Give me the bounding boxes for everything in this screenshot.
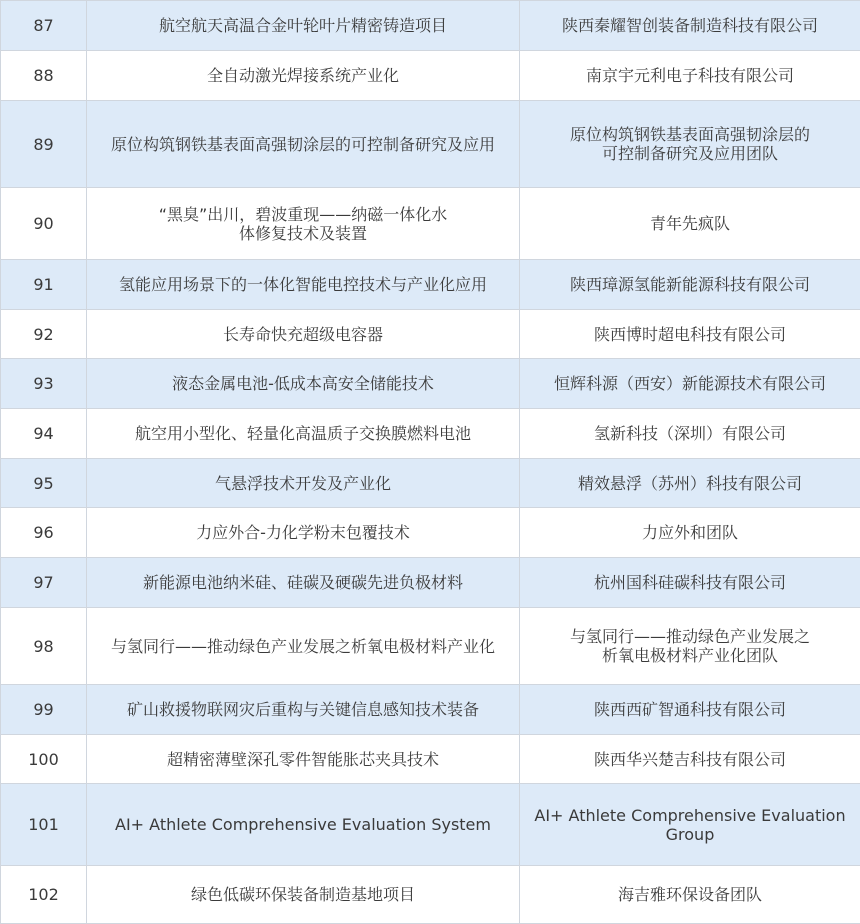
- organization-cell: [520, 359, 860, 409]
- organization-line: AI+ Athlete Comprehensive Evaluation: [534, 805, 846, 825]
- organization-line: 精效悬浮（苏州）科技有限公司: [577, 473, 802, 493]
- project-name-line: 航空航天高温合金叶轮叶片精密铸造项目: [158, 16, 447, 35]
- table-row: [1, 310, 860, 359]
- project-name-cell: [87, 1, 520, 51]
- project-name-line: “黑臭”出川，碧波重现——纳磁一体化水: [158, 204, 448, 224]
- table-row: [1, 101, 860, 188]
- organization-cell: [520, 685, 860, 735]
- table-row: [1, 608, 860, 685]
- row-number: 96: [1, 508, 87, 558]
- table-row: [1, 459, 860, 508]
- organization-cell: [520, 51, 860, 101]
- organization-line: 海吉雅环保设备团队: [617, 885, 762, 904]
- project-name-cell: [87, 101, 520, 188]
- project-name-line: 矿山救援物联网灾后重构与关键信息感知技术装备: [126, 700, 479, 719]
- project-name-cell: [87, 508, 520, 558]
- organization-cell: [520, 409, 860, 459]
- organization-line: 青年先疯队: [649, 214, 730, 233]
- table-row: [1, 784, 860, 866]
- row-number: 94: [1, 409, 87, 459]
- project-name-line: 原位构筑钢铁基表面高强韧涂层的可控制备研究及应用: [110, 134, 495, 154]
- project-name-cell: [87, 866, 520, 924]
- project-name-line: 液态金属电池-低成本高安全储能技术: [172, 374, 434, 393]
- row-number: 88: [1, 51, 87, 101]
- row-number: 89: [1, 101, 87, 188]
- project-name-cell: [87, 558, 520, 608]
- organization-cell: [520, 101, 860, 188]
- organization-cell: [520, 558, 860, 608]
- project-name-line: 气悬浮技术开发及产业化: [214, 473, 391, 493]
- organization-cell: [520, 459, 860, 508]
- project-name-line: 全自动激光焊接系统产业化: [206, 66, 399, 85]
- row-number: 90: [1, 188, 87, 260]
- row-number: 87: [1, 1, 87, 51]
- organization-line: 陕西秦耀智创装备制造科技有限公司: [561, 16, 818, 35]
- project-name-cell: [87, 409, 520, 459]
- row-number: 102: [1, 866, 87, 924]
- table-row: [1, 508, 860, 558]
- project-name-line: AI+ Athlete Comprehensive Evaluation System: [115, 815, 491, 834]
- organization-line: 力应外和团队: [641, 523, 738, 542]
- organization-line: 与氢同行——推动绿色产业发展之: [569, 627, 810, 646]
- table-row: [1, 260, 860, 310]
- row-number: 93: [1, 359, 87, 409]
- organization-cell: [520, 608, 860, 685]
- table-row: [1, 359, 860, 409]
- organization-cell: [520, 260, 860, 310]
- project-name-line: 与氢同行——推动绿色产业发展之析氧电极材料产业化: [110, 636, 495, 656]
- project-name-cell: [87, 459, 520, 508]
- row-number: 98: [1, 608, 87, 685]
- organization-line: 原位构筑钢铁基表面高强韧涂层的: [569, 125, 810, 144]
- project-name-line: 体修复技术及装置: [238, 223, 367, 243]
- project-table-body: [1, 1, 860, 924]
- project-name-cell: [87, 310, 520, 359]
- table-row: [1, 685, 860, 735]
- organization-cell: [520, 784, 860, 866]
- project-name-cell: [87, 608, 520, 685]
- organization-line: 氢新科技（深圳）有限公司: [593, 424, 786, 443]
- row-number: 100: [1, 735, 87, 784]
- organization-line: 析氧电极材料产业化团队: [601, 646, 778, 665]
- table-row: [1, 866, 860, 924]
- project-name-line: 氢能应用场景下的一体化智能电控技术与产业化应用: [118, 275, 487, 294]
- project-name-cell: [87, 359, 520, 409]
- organization-line: 杭州国科硅碳科技有限公司: [593, 573, 786, 592]
- project-name-line: 航空用小型化、轻量化高温质子交换膜燃料电池: [134, 424, 471, 443]
- organization-line: 陕西博时超电科技有限公司: [593, 324, 786, 344]
- project-name-cell: [87, 51, 520, 101]
- row-number: 97: [1, 558, 87, 608]
- organization-cell: [520, 735, 860, 784]
- organization-cell: [520, 866, 860, 924]
- project-name-cell: [87, 260, 520, 310]
- table-row: [1, 409, 860, 459]
- project-name-line: 长寿命快充超级电容器: [222, 324, 383, 344]
- project-name-cell: [87, 188, 520, 260]
- organization-line: 南京宇元利电子科技有限公司: [585, 66, 794, 85]
- project-name-line: 绿色低碳环保装备制造基地项目: [190, 885, 415, 904]
- row-number: 101: [1, 784, 87, 866]
- project-name-line: 新能源电池纳米硅、硅碳及硬碳先进负极材料: [142, 573, 463, 592]
- organization-cell: [520, 188, 860, 260]
- row-number: 99: [1, 685, 87, 735]
- organization-cell: [520, 508, 860, 558]
- row-number: 92: [1, 310, 87, 359]
- table-row: [1, 51, 860, 101]
- organization-line: 陕西西矿智通科技有限公司: [593, 700, 786, 719]
- project-name-cell: [87, 735, 520, 784]
- organization-cell: [520, 1, 860, 51]
- project-name-cell: [87, 784, 520, 866]
- table-row: [1, 188, 860, 260]
- organization-line: 可控制备研究及应用团队: [601, 144, 778, 163]
- table-row: [1, 735, 860, 784]
- table-row: [1, 558, 860, 608]
- project-name-cell: [87, 685, 520, 735]
- organization-cell: [520, 310, 860, 359]
- row-number: 95: [1, 459, 87, 508]
- organization-line: Group: [665, 824, 715, 844]
- organization-line: 陕西华兴楚吉科技有限公司: [593, 749, 786, 769]
- row-number: 91: [1, 260, 87, 310]
- project-name-line: 超精密薄壁深孔零件智能胀芯夹具技术: [166, 749, 439, 769]
- table-row: [1, 1, 860, 51]
- organization-line: 恒辉科源（西安）新能源技术有限公司: [553, 374, 826, 393]
- organization-line: 陕西璋源氢能新能源科技有限公司: [569, 275, 810, 294]
- project-name-line: 力应外合-力化学粉末包覆技术: [196, 523, 410, 542]
